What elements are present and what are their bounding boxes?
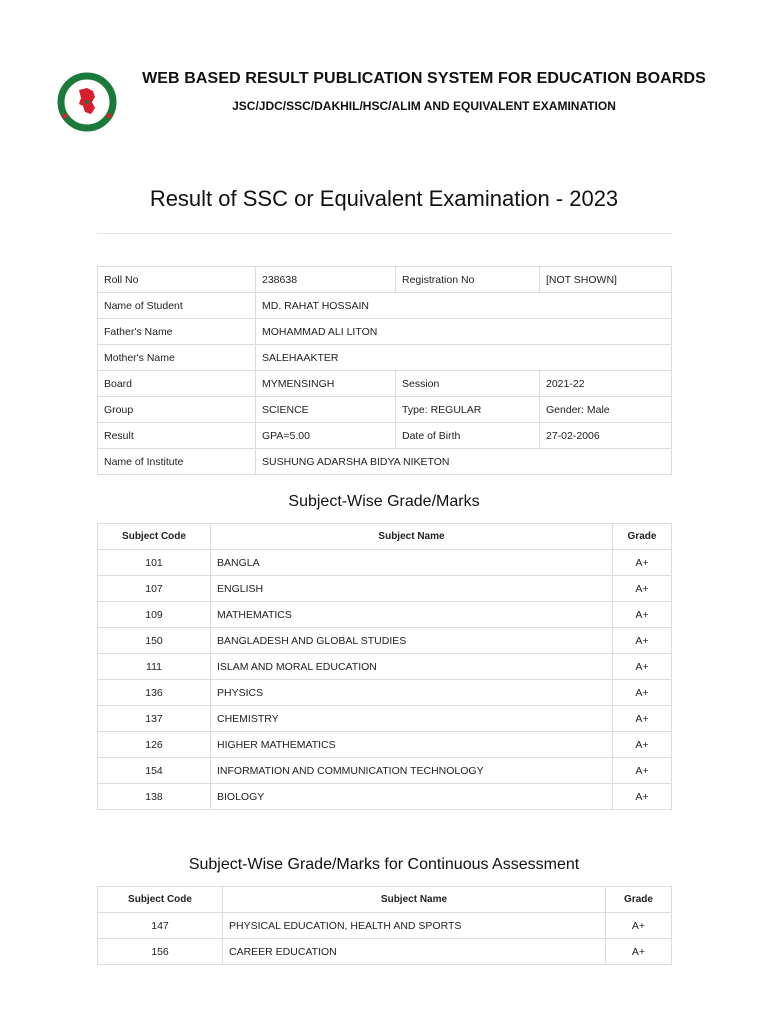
examination-list: JSC/JDC/SSC/DAKHIL/HSC/ALIM AND EQUIVALENT EXAMINATION (232, 99, 616, 113)
student-info-table (97, 266, 672, 475)
subject-grade: A+ (613, 784, 672, 810)
continuous-assessment-table (97, 886, 672, 965)
table-row (98, 628, 672, 654)
subject-code: 138 (98, 784, 211, 810)
table-row (98, 550, 672, 576)
table-header-row (98, 887, 672, 913)
table-row (98, 293, 672, 319)
result-label: Result (98, 423, 256, 449)
subject-code: 137 (98, 706, 211, 732)
bangladesh-government-seal-icon (57, 64, 117, 140)
institute-value: SUSHUNG ADARSHA BIDYA NIKETON (256, 449, 672, 475)
session-label: Session (396, 371, 540, 397)
result-title: Result of SSC or Equivalent Examination - 2023 (149, 186, 619, 211)
subject-grades-title: Subject-Wise Grade/Marks (288, 493, 480, 510)
grade-header: Grade (613, 524, 672, 550)
table-row (98, 397, 672, 423)
father-name-value: MOHAMMAD ALI LITON (256, 319, 672, 345)
subject-name-header: Subject Name (223, 887, 606, 913)
mother-name-label: Mother's Name (98, 345, 256, 371)
subject-name: BANGLADESH AND GLOBAL STUDIES (211, 628, 613, 654)
subject-grade: A+ (613, 628, 672, 654)
table-row (98, 758, 672, 784)
subject-code: 150 (98, 628, 211, 654)
subject-grade: A+ (613, 732, 672, 758)
student-name-value: MD. RAHAT HOSSAIN (256, 293, 672, 319)
subject-name: BANGLA (211, 550, 613, 576)
subject-code: 154 (98, 758, 211, 784)
gender-value: Gender: Male (540, 397, 672, 423)
table-row (98, 602, 672, 628)
continuous-assessment-title: Subject-Wise Grade/Marks for Continuous Assessment (188, 856, 580, 873)
table-row (98, 345, 672, 371)
session-value: 2021-22 (540, 371, 672, 397)
student-name-label: Name of Student (98, 293, 256, 319)
subject-name-header: Subject Name (211, 524, 613, 550)
subject-name: BIOLOGY (211, 784, 613, 810)
subject-name: INFORMATION AND COMMUNICATION TECHNOLOGY (211, 758, 613, 784)
page-header (0, 0, 768, 150)
roll-value: 238638 (256, 267, 396, 293)
table-row (98, 680, 672, 706)
subject-name: ISLAM AND MORAL EDUCATION (211, 654, 613, 680)
subject-grade: A+ (613, 602, 672, 628)
group-label: Group (98, 397, 256, 423)
board-value: MYMENSINGH (256, 371, 396, 397)
subject-grade: A+ (613, 654, 672, 680)
subject-code: 136 (98, 680, 211, 706)
subject-name: PHYSICS (211, 680, 613, 706)
divider (97, 233, 672, 234)
registration-label: Registration No (396, 267, 540, 293)
subject-grade: A+ (606, 939, 672, 965)
table-row (98, 732, 672, 758)
subject-code: 147 (98, 913, 223, 939)
subject-grade: A+ (613, 680, 672, 706)
board-label: Board (98, 371, 256, 397)
table-row (98, 449, 672, 475)
subject-code-header: Subject Code (98, 887, 223, 913)
subject-code-header: Subject Code (98, 524, 211, 550)
subject-code: 107 (98, 576, 211, 602)
table-row (98, 371, 672, 397)
subject-name: HIGHER MATHEMATICS (211, 732, 613, 758)
mother-name-value: SALEHAAKTER (256, 345, 672, 371)
subject-grade: A+ (613, 550, 672, 576)
table-row (98, 706, 672, 732)
subject-grade: A+ (613, 706, 672, 732)
table-row (98, 654, 672, 680)
table-row (98, 913, 672, 939)
type-value: Type: REGULAR (396, 397, 540, 423)
subject-code: 111 (98, 654, 211, 680)
subject-grade: A+ (613, 576, 672, 602)
subject-grade: A+ (606, 913, 672, 939)
table-row (98, 784, 672, 810)
father-name-label: Father's Name (98, 319, 256, 345)
subject-code: 126 (98, 732, 211, 758)
subject-name: MATHEMATICS (211, 602, 613, 628)
table-row (98, 576, 672, 602)
group-value: SCIENCE (256, 397, 396, 423)
subject-code: 109 (98, 602, 211, 628)
subject-name: PHYSICAL EDUCATION, HEALTH AND SPORTS (223, 913, 606, 939)
roll-label: Roll No (98, 267, 256, 293)
subject-name: CHEMISTRY (211, 706, 613, 732)
table-row (98, 319, 672, 345)
dob-label: Date of Birth (396, 423, 540, 449)
subject-code: 156 (98, 939, 223, 965)
subject-name: CAREER EDUCATION (223, 939, 606, 965)
subject-grade: A+ (613, 758, 672, 784)
subject-grades-table (97, 523, 672, 810)
subject-code: 101 (98, 550, 211, 576)
registration-value: [NOT SHOWN] (540, 267, 672, 293)
system-title: WEB BASED RESULT PUBLICATION SYSTEM FOR EDUCATION BOARDS (142, 70, 706, 87)
result-value: GPA=5.00 (256, 423, 396, 449)
table-header-row (98, 524, 672, 550)
table-row (98, 423, 672, 449)
subject-name: ENGLISH (211, 576, 613, 602)
institute-label: Name of Institute (98, 449, 256, 475)
table-row (98, 267, 672, 293)
dob-value: 27-02-2006 (540, 423, 672, 449)
grade-header: Grade (606, 887, 672, 913)
table-row (98, 939, 672, 965)
